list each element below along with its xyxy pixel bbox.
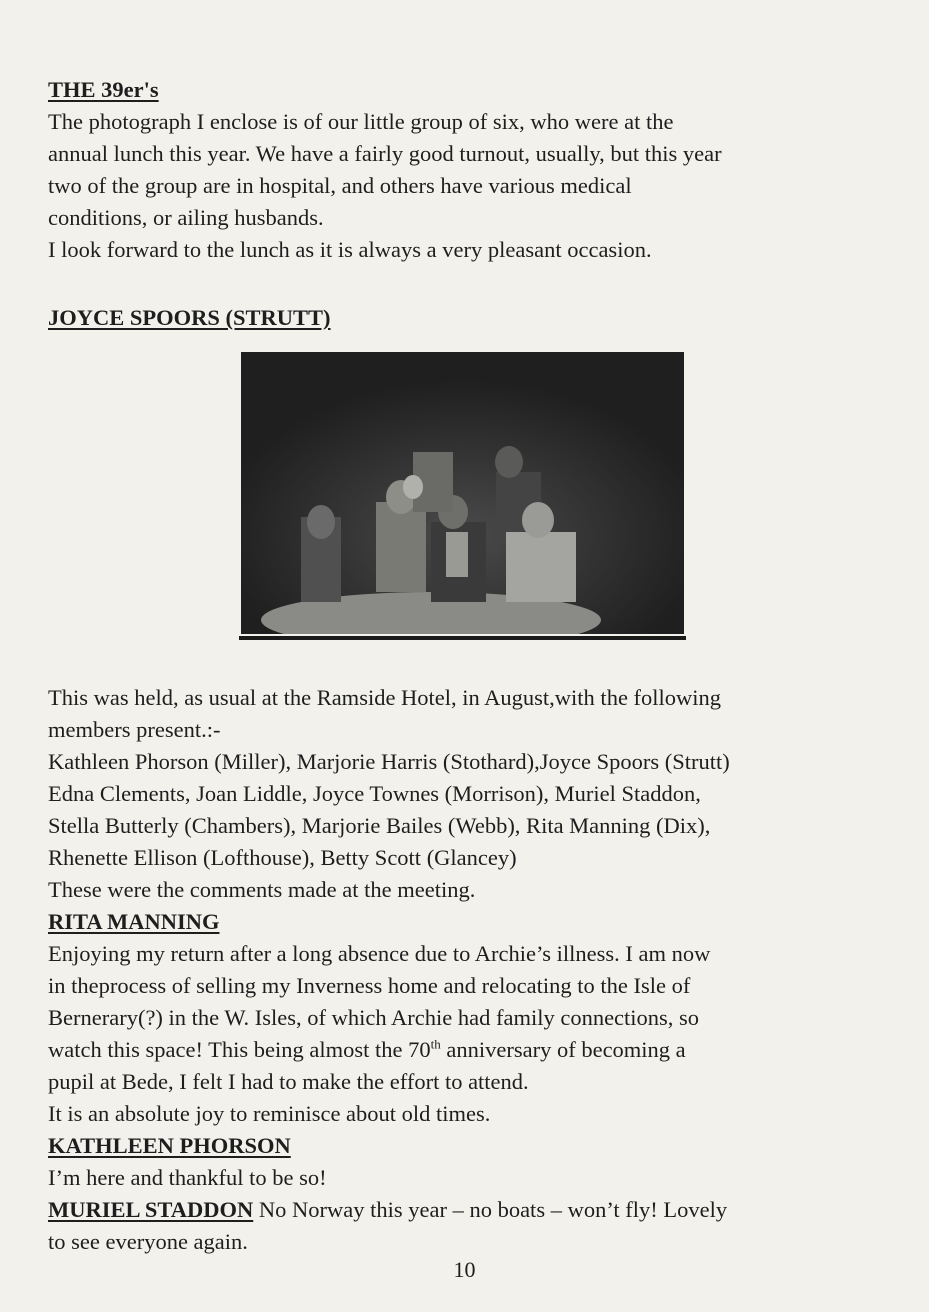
paragraph-line: These were the comments made at the meeting. (48, 877, 476, 902)
text-segment: watch this space! This being almost the 70 (48, 1037, 431, 1062)
photo-image (241, 352, 684, 634)
section-heading-kathleen-phorson: KATHLEEN PHORSON (48, 1133, 291, 1158)
paragraph-line: Kathleen Phorson (Miller), Marjorie Harris (Stothard),Joyce Spoors (Strutt) (48, 749, 730, 774)
text-segment: anniversary of becoming a (440, 1037, 686, 1062)
section-heading-muriel-staddon: MURIEL STADDON (48, 1197, 254, 1222)
paragraph-line: I’m here and thankful to be so! (48, 1165, 327, 1190)
section-heading-rita-manning: RITA MANNING (48, 909, 220, 934)
superscript: th (430, 1036, 441, 1052)
paragraph-line: conditions, or ailing husbands. (48, 205, 324, 230)
paragraph-line: members present.:- (48, 717, 221, 742)
paragraph-line: Stella Butterly (Chambers), Marjorie Bailes (Webb), Rita Manning (Dix), (48, 813, 711, 838)
paragraph-line: It is an absolute joy to reminisce about old times. (48, 1101, 491, 1126)
document-page (48, 74, 898, 1258)
paragraph-line: Enjoying my return after a long absence due to Archie’s illness. I am now (48, 941, 711, 966)
paragraph-line: I look forward to the lunch as it is always a very pleasant occasion. (48, 237, 652, 262)
page-number: 10 (453, 1257, 476, 1282)
paragraph-line: Rhenette Ellison (Lofthouse), Betty Scott (Glancey) (48, 845, 517, 870)
paragraph-line: two of the group are in hospital, and others have various medical (48, 173, 632, 198)
paragraph-line: in theprocess of selling my Inverness home and relocating to the Isle of (48, 973, 691, 998)
text-segment: No Norway this year – no boats – won’t fly! Lovely (253, 1197, 728, 1222)
paragraph-line: pupil at Bede, I felt I had to make the effort to attend. (48, 1069, 529, 1094)
paragraph-line: Edna Clements, Joan Liddle, Joyce Townes (Morrison), Muriel Staddon, (48, 781, 701, 806)
group-photograph (241, 352, 684, 642)
photo-underline (239, 636, 686, 640)
paragraph-line (48, 1034, 898, 1066)
paragraph-line: Bernerary(?) in the W. Isles, of which Archie had family connections, so (48, 1005, 700, 1030)
section-heading-joyce-spoors: JOYCE SPOORS (STRUTT) (48, 305, 331, 330)
paragraph-line: to see everyone again. (48, 1229, 248, 1254)
section-heading-39ers: THE 39er's (48, 77, 159, 102)
paragraph-line: annual lunch this year. We have a fairly good turnout, usually, but this year (48, 141, 722, 166)
paragraph-line: This was held, as usual at the Ramside Hotel, in August,with the following (48, 685, 722, 710)
paragraph-line (48, 1194, 898, 1226)
paragraph-line: The photograph I enclose is of our little group of six, who were at the (48, 109, 674, 134)
